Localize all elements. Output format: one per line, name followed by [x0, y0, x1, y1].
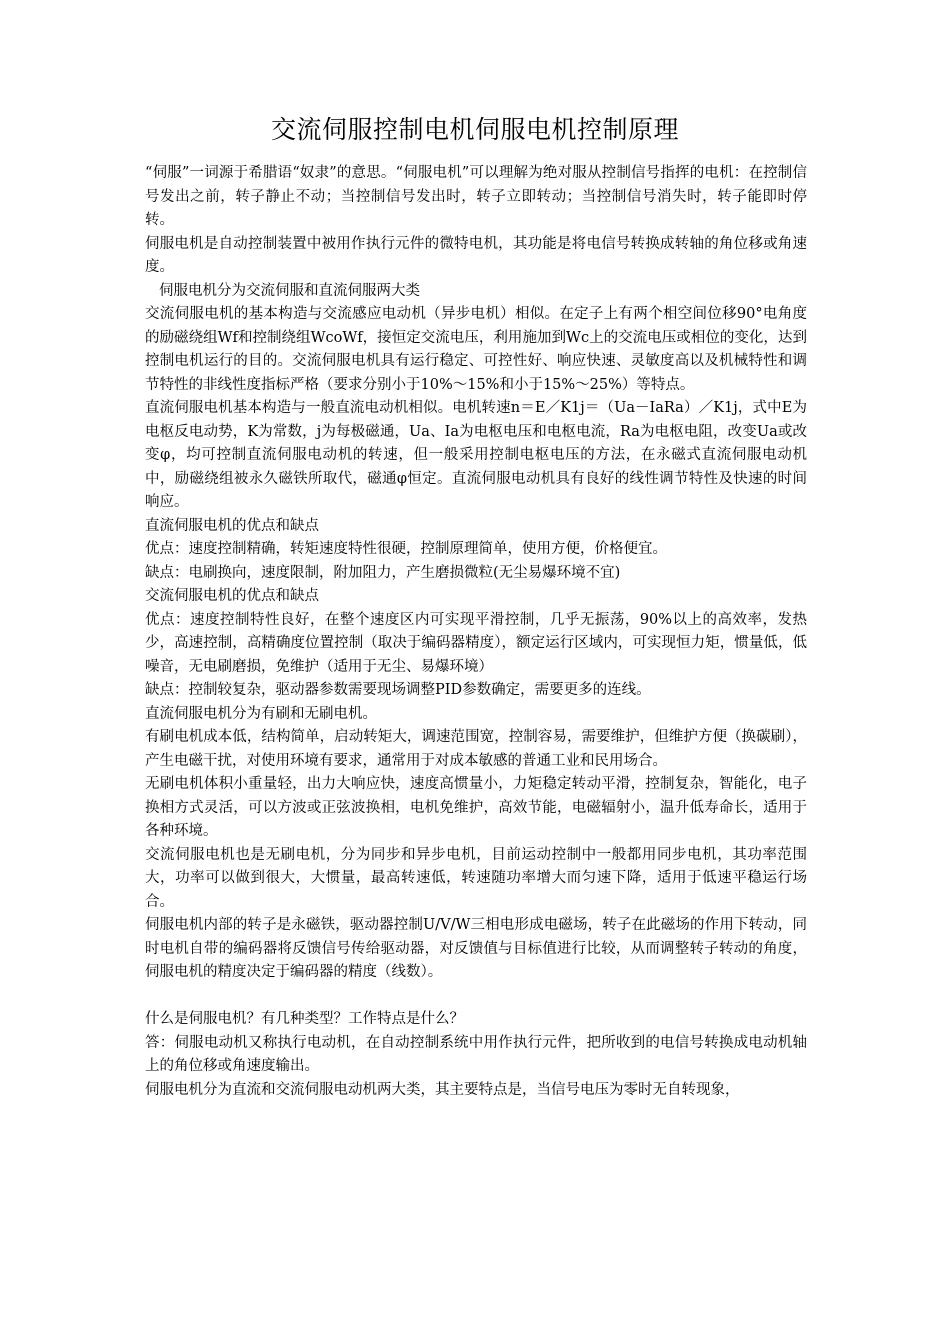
paragraph-brushless: 无刷电机体积小重量轻，出力大响应快，速度高惯量小，力矩稳定转动平滑，控制复杂，智能化，电子换相方式灵活，可以方波或正弦波换相，电机免维护，高效节能，电磁辐射小，温升低寿命长，适用于各种环境。: [145, 776, 807, 839]
paragraph-dc-cons: 缺点：电刷换向，速度限制，附加阻力，产生磨损微粒(无尘易爆环境不宜): [145, 564, 621, 581]
paragraph-answer-types: 伺服电机分为直流和交流伺服电动机两大类，其主要特点是，当信号电压为零时无自转现象，: [145, 1081, 740, 1098]
paragraph-definition: 伺服电机是自动控制装置中被用作执行元件的微特电机，其功能是将电信号转换成转轴的角位移或角速度。: [145, 235, 807, 275]
paragraph-ac-servo: 交流伺服电机的基本构造与交流感应电动机（异步电机）相似。在定子上有两个相空间位移90°电角度的励磁绕组Wf和控制绕组WcoWf，接恒定交流电压，利用施加到Wc上的交流电压或相位的变化，达到控制电机运行的目的。交流伺服电机具有运行稳定、可控性好、响应快速、灵敏度高以及机械特性和调节特性的非线性度指标严格（要求分别小于10%～15%和小于15%～25%）等特点。: [145, 306, 807, 393]
heading-ac-pros-cons: 交流伺服电机的优点和缺点: [145, 588, 319, 604]
paragraph-brushed: 有刷电机成本低，结构简单，启动转矩大，调速范围宽，控制容易，需要维护，但维护方便（换碳刷），产生电磁干扰，对使用环境有要求，通常用于对成本敏感的普通工业和民用场合。: [145, 729, 807, 769]
paragraph-answer: 答：伺服电动机又称执行电动机，在自动控制系统中用作执行元件，把所收到的电信号转换成电动机轴上的角位移或角速度输出。: [145, 1034, 807, 1074]
heading-dc-pros-cons: 直流伺服电机的优点和缺点: [145, 517, 319, 534]
paragraph-ac-pros: 优点：速度控制特性良好，在整个速度区内可实现平滑控制，几乎无振荡，90%以上的高效率，发热少，高速控制，高精确度位置控制（取决于编码器精度），额定运行区域内，可实现恒力矩，惯量低，低噪音，无电刷磨损，免维护（适用于无尘、易爆环境）: [145, 611, 807, 675]
document-body: [145, 162, 807, 1102]
paragraph-ac-cons: 缺点：控制较复杂，驱动器参数需要现场调整PID参数确定，需要更多的连线。: [145, 682, 651, 698]
paragraph-rotor-encoder: 伺服电机内部的转子是永磁铁，驱动器控制U/V/W三相电形成电磁场，转子在此磁场的作用下转动，同时电机自带的编码器将反馈信号传给驱动器，对反馈值与目标值进行比较，从而调整转子转动的角度，伺服电机的精度决定于编码器的精度（线数）。: [145, 917, 807, 980]
paragraph-ac-brushless: 交流伺服电机也是无刷电机，分为同步和异步电机，目前运动控制中一般都用同步电机，其功率范围大，功率可以做到很大，大惯量，最高转速低，转速随功率增大而匀速下降，适用于低速平稳运行场合。: [145, 846, 807, 910]
paragraph-intro: “伺服”一词源于希腊语“奴隶”的意思。“伺服电机”可以理解为绝对服从控制信号指挥的电机：在控制信号发出之前，转子静止不动；当控制信号发出时，转子立即转动；当控制信号消失时，转子能即时停转。: [145, 165, 807, 228]
paragraph-classification: 伺服电机分为交流伺服和直流伺服两大类: [159, 282, 420, 299]
paragraph-dc-pros: 优点：速度控制精确，转矩速度特性很硬，控制原理简单，使用方便，价格便宜。: [145, 541, 667, 557]
page-title: 交流伺服控制电机伺服电机控制原理: [270, 115, 679, 144]
paragraph-dc-servo: 直流伺服电机基本构造与一般直流电动机相似。电机转速n＝E／K1j＝（Ua－IaRa）／K1j，式中E为电枢反电动势，K为常数，j为每极磁通，Ua、Ia为电枢电压和电枢电流，Ra为电枢电阻，改变Ua或改变φ，均可控制直流伺服电动机的转速，但一般采用控制电枢电压的方法，在永磁式直流伺服电动机中，励磁绕组被永久磁铁所取代，磁通φ恒定。直流伺服电动机具有良好的线性调节特性及快速的时间响应。: [145, 400, 807, 510]
paragraph-dc-types: 直流伺服电机分为有刷和无刷电机。: [145, 705, 377, 722]
paragraph-question: 什么是伺服电机？有几种类型？工作特点是什么？: [145, 1011, 464, 1027]
